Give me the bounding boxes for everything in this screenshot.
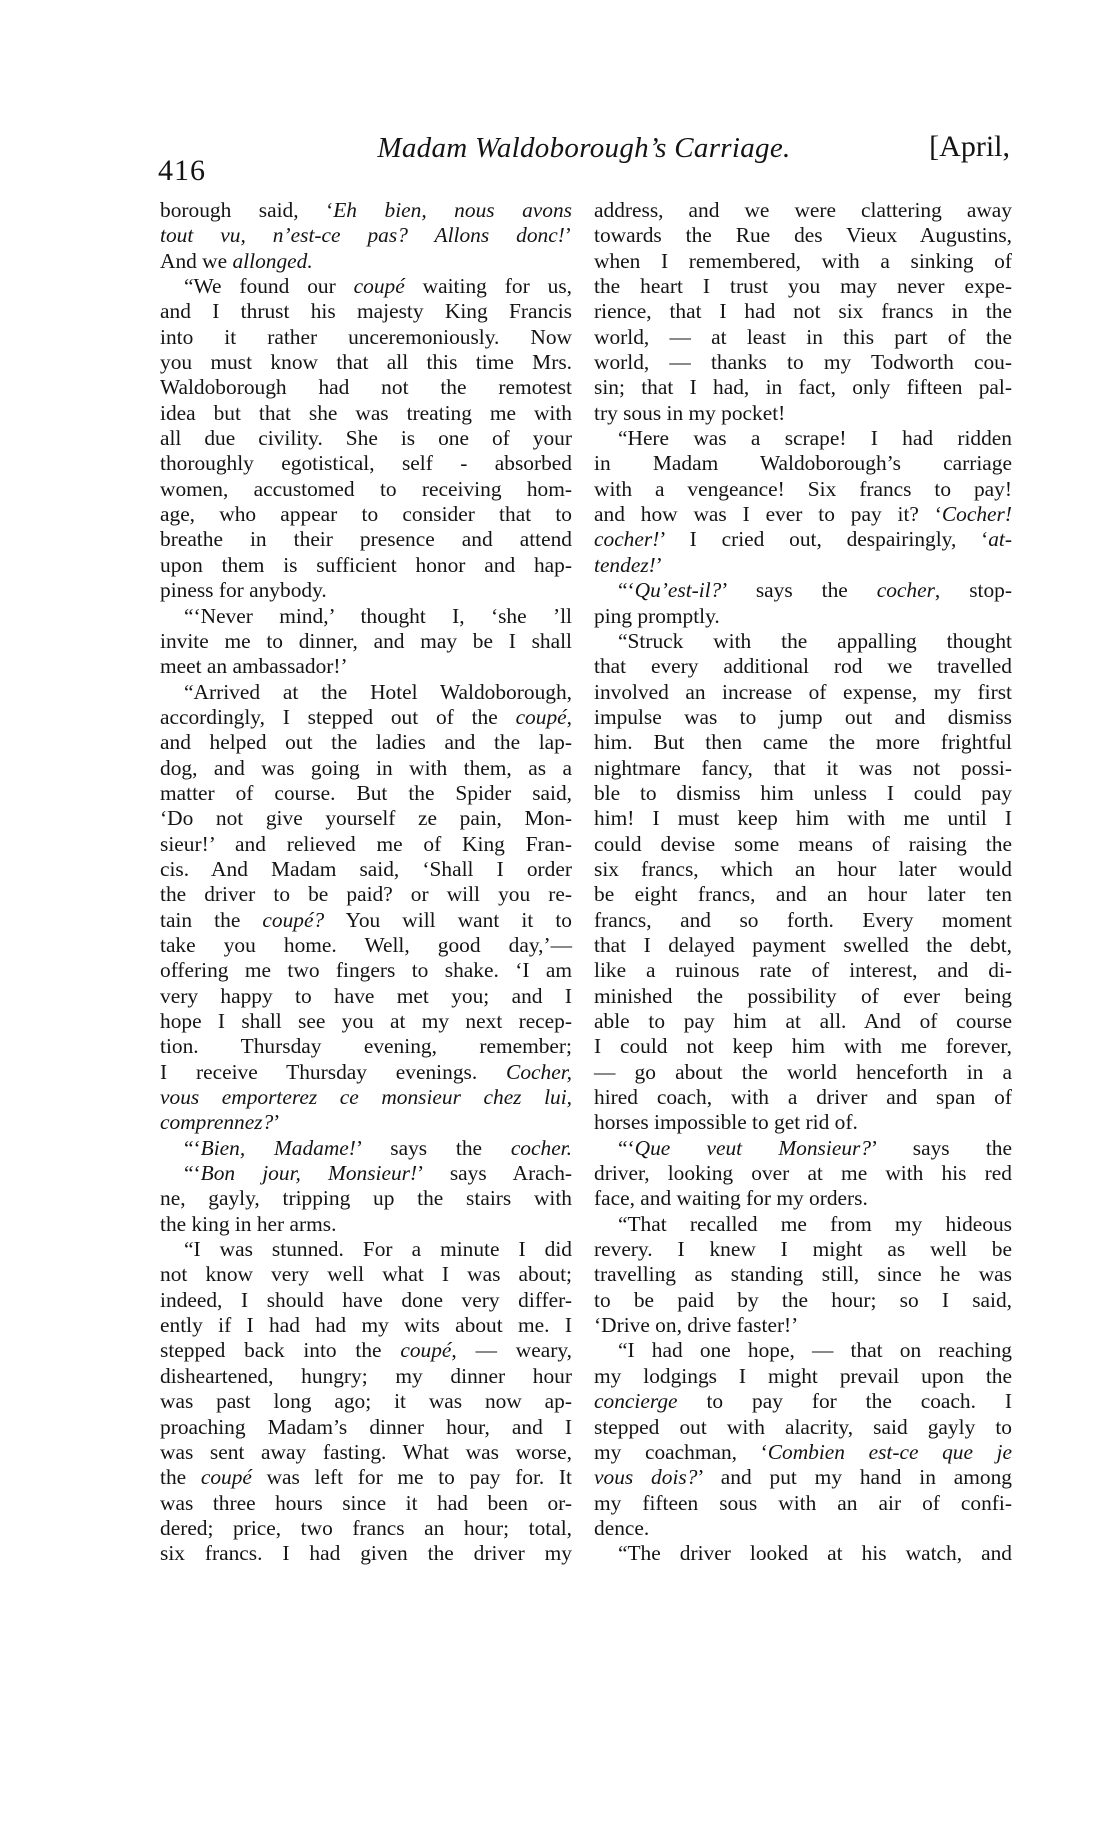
text-line: revery. I knew I might as well be <box>594 1237 1012 1262</box>
text-line: comprennez?’ <box>160 1110 281 1135</box>
text-line: that every additional rod we travelled <box>594 654 1012 679</box>
text-line: travelling as standing still, since he was <box>594 1262 1012 1287</box>
text-line: “‘Never mind,’ thought I, ‘she ’ll <box>184 603 572 628</box>
text-line: the driver to be paid? or will you re- <box>160 882 572 907</box>
text-line: minished the possibility of ever being <box>594 983 1012 1008</box>
text-line: to be paid by the hour; so I said, <box>594 1287 1012 1312</box>
text-line: “Arrived at the Hotel Waldoborough, <box>184 679 572 704</box>
text-line: “I had one hope, — that on reaching <box>618 1338 1012 1363</box>
text-line: idea but that she was treating me with <box>160 400 572 425</box>
text-line: try sous in my pocket! <box>594 400 786 425</box>
text-line: was three hours since it had been or- <box>160 1490 572 1515</box>
text-line: sieur!’ and relieved me of King Fran- <box>160 831 572 856</box>
text-line: “The driver looked at his watch, and <box>618 1541 1012 1566</box>
text-line: age, who appear to consider that to <box>160 502 572 527</box>
text-line: vous emporterez ce monsieur chez lui, <box>160 1085 572 1110</box>
text-line: accordingly, I stepped out of the coupé, <box>160 704 572 729</box>
running-date: [April, <box>929 130 1010 163</box>
text-line: “Here was a scrape! I had ridden <box>618 426 1012 451</box>
text-line: when I remembered, with a sinking of <box>594 248 1012 273</box>
text-line: “We found our coupé waiting for us, <box>184 274 572 299</box>
text-line: world, — thanks to my Todworth cou- <box>594 350 1012 375</box>
text-line: tendez!’ <box>594 552 663 577</box>
text-line: him! I must keep him with me until I <box>594 806 1012 831</box>
text-line: Waldoborough had not the remotest <box>160 375 572 400</box>
text-line: invite me to dinner, and may be I shall <box>160 628 572 653</box>
text-line: six francs. I had given the driver my <box>160 1541 572 1566</box>
text-line: and I thrust his majesty King Francis <box>160 299 572 324</box>
text-line: “That recalled me from my hideous <box>618 1211 1012 1236</box>
left-column <box>160 198 572 1567</box>
text-line: ‘Do not give yourself ze pain, Mon- <box>160 806 572 831</box>
text-line: “Struck with the appalling thought <box>618 628 1012 653</box>
text-line: “‘Bien, Madame!’ says the cocher. <box>184 1135 572 1160</box>
text-line: the coupé was left for me to pay for. It <box>160 1465 572 1490</box>
text-line: vous dois?’ and put my hand in among <box>594 1465 1012 1490</box>
text-line: face, and waiting for my orders. <box>594 1186 868 1211</box>
text-line: my coachman, ‘Combien est-ce que je <box>594 1439 1012 1464</box>
text-line: was past long ago; it was now ap- <box>160 1389 572 1414</box>
text-line: that I delayed payment swelled the debt, <box>594 932 1012 957</box>
text-line: dered; price, two francs an hour; total, <box>160 1515 572 1540</box>
text-line: I receive Thursday evenings. Cocher, <box>160 1059 572 1084</box>
text-line: borough said, ‘Eh bien, nous avons <box>160 198 572 222</box>
text-line: tain the coupé? You will want it to <box>160 907 572 932</box>
text-line: take you home. Well, good day,’— <box>160 932 572 957</box>
text-line: nightmare fancy, that it was not possi- <box>594 755 1012 780</box>
running-title: Madam Waldoborough’s Carriage. <box>377 132 791 164</box>
text-line: francs, and so forth. Every moment <box>594 907 1012 932</box>
text-line: impulse was to jump out and dismiss <box>594 704 1012 729</box>
text-line: ble to dismiss him unless I could pay <box>594 780 1012 805</box>
text-line: all due civility. She is one of your <box>160 426 572 451</box>
text-line: address, and we were clattering away <box>594 198 1012 222</box>
text-line: — go about the world henceforth in a <box>594 1059 1012 1084</box>
text-line: the heart I trust you may never expe- <box>594 274 1012 299</box>
text-line: sin; that I had, in fact, only fifteen pal- <box>594 375 1012 400</box>
running-head <box>158 128 1010 187</box>
text-line: ne, gayly, tripping up the stairs with <box>160 1186 572 1211</box>
text-line: “I was stunned. For a minute I did <box>184 1237 572 1262</box>
text-line: him. But then came the more frightful <box>594 730 1012 755</box>
text-line: women, accustomed to receiving hom- <box>160 476 572 501</box>
text-line: involved an increase of expense, my first <box>594 679 1012 704</box>
text-line: proaching Madam’s dinner hour, and I <box>160 1414 572 1439</box>
page-number: 416 <box>158 154 206 187</box>
text-line: “‘Bon jour, Monsieur!’ says Arach- <box>184 1161 573 1186</box>
text-line: “‘Que veut Monsieur?’ says the <box>618 1135 1012 1160</box>
text-line: And we allonged. <box>160 248 313 273</box>
text-line: with a vengeance! Six francs to pay! <box>594 476 1012 501</box>
text-line: dog, and was going in with them, as a <box>160 755 572 780</box>
text-line: was sent away fasting. What was worse, <box>160 1439 572 1464</box>
text-line: very happy to have met you; and I <box>160 983 572 1008</box>
text-line: and helped out the ladies and the lap- <box>160 730 572 755</box>
text-line: world, — at least in this part of the <box>594 324 1012 349</box>
text-line: breathe in their presence and attend <box>160 527 572 552</box>
text-line: cis. And Madam said, ‘Shall I order <box>160 856 572 881</box>
text-line: cocher!’ I cried out, despairingly, ‘at- <box>594 527 1012 552</box>
text-line: and how was I ever to pay it? ‘Cocher! <box>594 502 1012 527</box>
text-line: ‘Drive on, drive faster!’ <box>594 1313 799 1338</box>
right-column <box>594 198 1012 1567</box>
text-line: rience, that I had not six francs in the <box>594 299 1012 324</box>
text-line: ping promptly. <box>594 603 720 628</box>
text-line: matter of course. But the Spider said, <box>160 780 572 805</box>
text-line: disheartened, hungry; my dinner hour <box>160 1363 572 1388</box>
text-line: be eight francs, and an hour later ten <box>594 882 1012 907</box>
text-line: stepped out with alacrity, said gayly to <box>594 1414 1012 1439</box>
text-line: able to pay him at all. And of course <box>594 1009 1012 1033</box>
text-line: into it rather unceremoniously. Now <box>160 324 572 349</box>
text-line: driver, looking over at me with his red <box>594 1161 1012 1186</box>
text-line: concierge to pay for the coach. I <box>594 1389 1012 1414</box>
text-line: offering me two fingers to shake. ‘I am <box>160 958 572 983</box>
text-line: not know very well what I was about; <box>160 1262 572 1287</box>
text-line: you must know that all this time Mrs. <box>160 350 572 375</box>
text-line: like a ruinous rate of interest, and di- <box>594 958 1012 983</box>
text-line: could devise some means of raising the <box>594 831 1012 856</box>
text-line: horses impossible to get rid of. <box>594 1110 858 1135</box>
text-line: upon them is sufficient honor and hap- <box>160 552 572 577</box>
text-line: piness for anybody. <box>160 578 327 603</box>
text-line: ently if I had had my wits about me. I <box>160 1313 572 1338</box>
text-line: in Madam Waldoborough’s carriage <box>594 451 1012 476</box>
text-line: dence. <box>594 1515 650 1540</box>
text-line: meet an ambassador!’ <box>160 654 348 679</box>
text-line: my fifteen sous with an air of confi- <box>594 1490 1012 1515</box>
text-line: towards the Rue des Vieux Augustins, <box>594 223 1012 248</box>
text-line: tion. Thursday evening, remember; <box>160 1034 572 1059</box>
text-line: tout vu, n’est-ce pas? Allons donc!’ <box>160 223 572 248</box>
text-line: “‘Qu’est-il?’ says the cocher, stop- <box>618 578 1012 603</box>
text-line: the king in her arms. <box>160 1211 337 1236</box>
text-line: I could not keep him with me forever, <box>594 1034 1012 1059</box>
text-line: thoroughly egotistical, self - absorbed <box>160 451 572 476</box>
text-line: hired coach, with a driver and span of <box>594 1085 1012 1110</box>
text-line: six francs, which an hour later would <box>594 856 1012 881</box>
text-line: indeed, I should have done very differ- <box>160 1287 572 1312</box>
text-line: hope I shall see you at my next recep- <box>160 1009 572 1033</box>
text-line: my lodgings I might prevail upon the <box>594 1363 1012 1388</box>
text-line: stepped back into the coupé, — weary, <box>160 1338 572 1363</box>
